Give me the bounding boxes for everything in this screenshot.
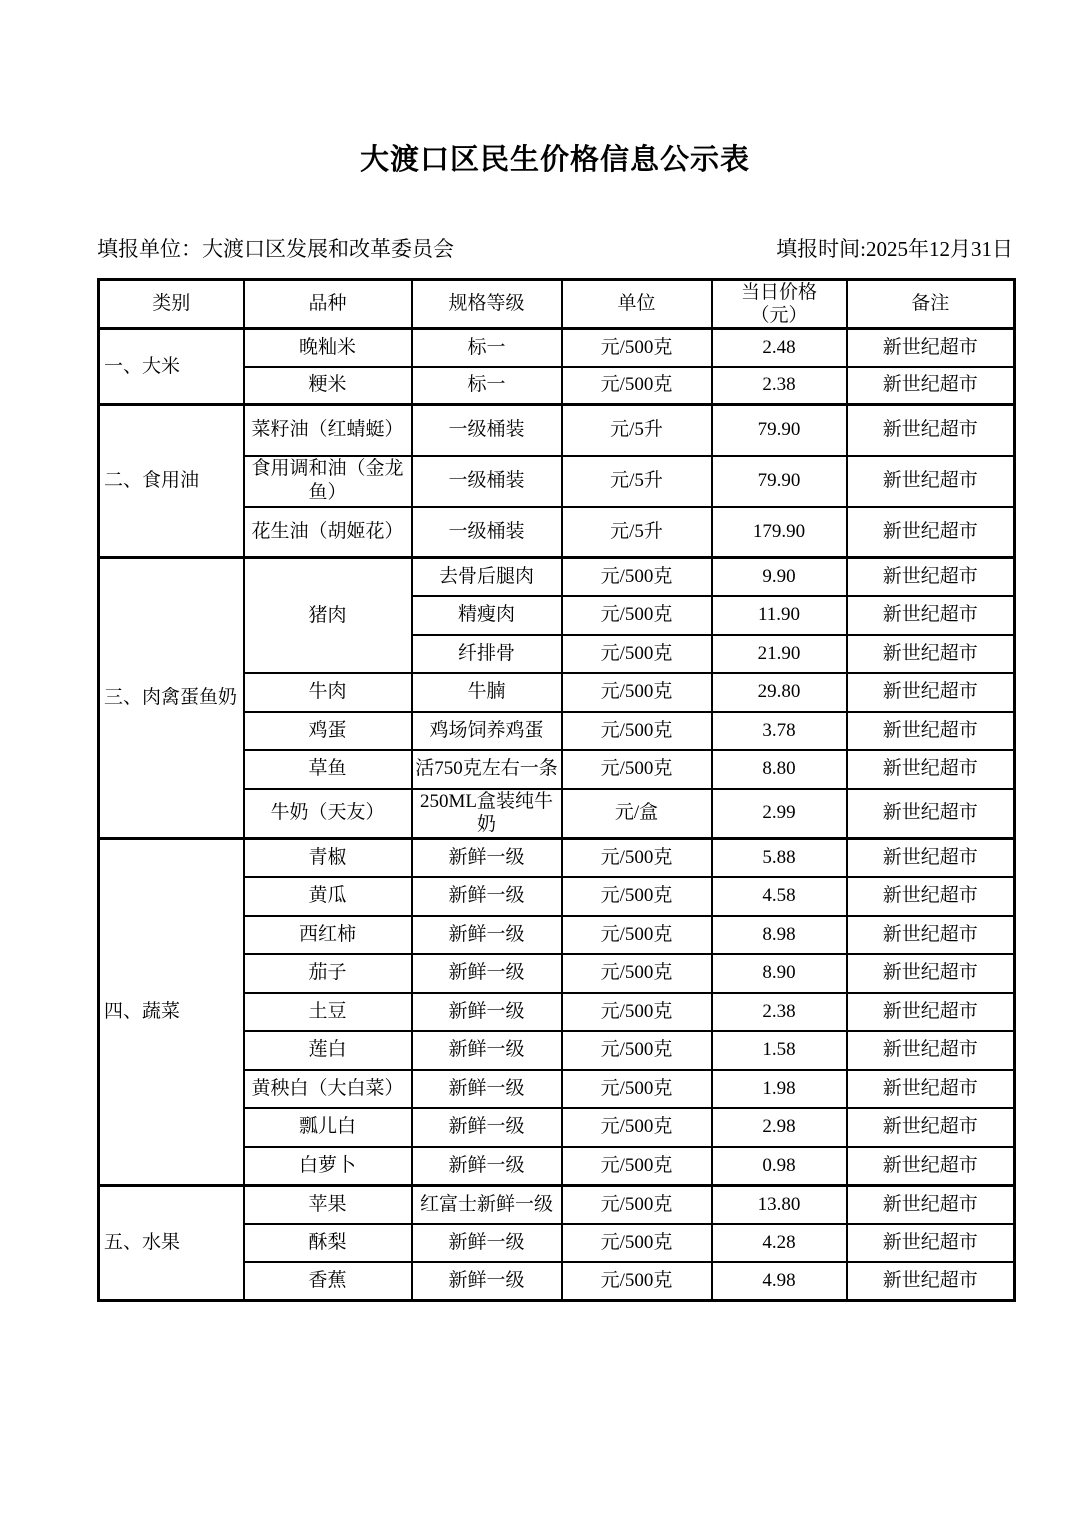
cell-price: 8.98 bbox=[712, 916, 847, 955]
cell-spec: 一级桶装 bbox=[412, 456, 562, 507]
cell-unit: 元/500克 bbox=[562, 596, 712, 635]
cell-remark: 新世纪超市 bbox=[847, 750, 1015, 789]
cell-remark: 新世纪超市 bbox=[847, 1108, 1015, 1147]
cell-spec: 新鲜一级 bbox=[412, 877, 562, 916]
cell-price: 79.90 bbox=[712, 456, 847, 507]
cell-price: 21.90 bbox=[712, 635, 847, 674]
cell-unit: 元/500克 bbox=[562, 1224, 712, 1263]
cell-unit: 元/500克 bbox=[562, 1262, 712, 1301]
cell-price: 4.98 bbox=[712, 1262, 847, 1301]
cell-spec: 新鲜一级 bbox=[412, 916, 562, 955]
table-row bbox=[99, 839, 1015, 878]
cell-unit: 元/500克 bbox=[562, 712, 712, 751]
cell-spec: 标一 bbox=[412, 367, 562, 405]
col-header-price bbox=[712, 280, 847, 329]
cell-variety: 莲白 bbox=[244, 1031, 412, 1070]
cell-unit: 元/5升 bbox=[562, 456, 712, 507]
cell-price: 13.80 bbox=[712, 1185, 847, 1224]
cell-spec: 去骨后腿肉 bbox=[412, 558, 562, 597]
cell-variety: 鸡蛋 bbox=[244, 712, 412, 751]
cell-spec: 牛腩 bbox=[412, 673, 562, 712]
cell-category: 五、水果 bbox=[99, 1185, 244, 1301]
cell-spec: 纤排骨 bbox=[412, 635, 562, 674]
report-meta bbox=[97, 235, 1013, 263]
cell-variety: 黄瓜 bbox=[244, 877, 412, 916]
cell-category: 一、大米 bbox=[99, 329, 244, 405]
cell-remark: 新世纪超市 bbox=[847, 877, 1015, 916]
cell-spec: 一级桶装 bbox=[412, 507, 562, 558]
cell-remark: 新世纪超市 bbox=[847, 789, 1015, 839]
table-row bbox=[99, 1185, 1015, 1224]
cell-remark: 新世纪超市 bbox=[847, 596, 1015, 635]
cell-spec: 新鲜一级 bbox=[412, 839, 562, 878]
cell-variety: 茄子 bbox=[244, 954, 412, 993]
cell-price: 2.48 bbox=[712, 329, 847, 367]
col-header-spec: 规格等级 bbox=[412, 280, 562, 329]
cell-category: 四、蔬菜 bbox=[99, 839, 244, 1186]
cell-variety: 牛肉 bbox=[244, 673, 412, 712]
table-row bbox=[99, 329, 1015, 367]
cell-price: 4.58 bbox=[712, 877, 847, 916]
cell-remark: 新世纪超市 bbox=[847, 635, 1015, 674]
cell-unit: 元/500克 bbox=[562, 1070, 712, 1109]
col-header-price-line1: 当日价格 bbox=[740, 282, 817, 303]
col-header-remark: 备注 bbox=[847, 280, 1015, 329]
report-unit: 填报单位：大渡口区发展和改革委员会 bbox=[97, 237, 454, 261]
cell-spec: 活750克左右一条 bbox=[412, 750, 562, 789]
cell-price: 29.80 bbox=[712, 673, 847, 712]
cell-variety: 草鱼 bbox=[244, 750, 412, 789]
cell-variety: 花生油（胡姬花） bbox=[244, 507, 412, 558]
cell-price: 3.78 bbox=[712, 712, 847, 751]
cell-price: 2.38 bbox=[712, 367, 847, 405]
cell-unit: 元/500克 bbox=[562, 673, 712, 712]
cell-price: 4.28 bbox=[712, 1224, 847, 1263]
cell-spec: 精瘦肉 bbox=[412, 596, 562, 635]
cell-price: 179.90 bbox=[712, 507, 847, 558]
cell-spec: 新鲜一级 bbox=[412, 1031, 562, 1070]
cell-variety: 苹果 bbox=[244, 1185, 412, 1224]
cell-unit: 元/500克 bbox=[562, 750, 712, 789]
cell-unit: 元/500克 bbox=[562, 558, 712, 597]
cell-remark: 新世纪超市 bbox=[847, 839, 1015, 878]
price-table bbox=[97, 278, 1016, 1302]
cell-remark: 新世纪超市 bbox=[847, 1031, 1015, 1070]
cell-price: 79.90 bbox=[712, 405, 847, 456]
cell-spec: 新鲜一级 bbox=[412, 993, 562, 1032]
cell-variety: 牛奶（天友） bbox=[244, 789, 412, 839]
table-row bbox=[99, 405, 1015, 456]
cell-remark: 新世纪超市 bbox=[847, 954, 1015, 993]
cell-spec: 红富士新鲜一级 bbox=[412, 1185, 562, 1224]
cell-price: 11.90 bbox=[712, 596, 847, 635]
cell-price: 9.90 bbox=[712, 558, 847, 597]
col-header-unit: 单位 bbox=[562, 280, 712, 329]
cell-variety: 酥梨 bbox=[244, 1224, 412, 1263]
cell-spec: 鸡场饲养鸡蛋 bbox=[412, 712, 562, 751]
cell-spec: 新鲜一级 bbox=[412, 1224, 562, 1263]
cell-unit: 元/500克 bbox=[562, 839, 712, 878]
cell-remark: 新世纪超市 bbox=[847, 456, 1015, 507]
cell-variety: 菜籽油（红蜻蜓） bbox=[244, 405, 412, 456]
cell-remark: 新世纪超市 bbox=[847, 673, 1015, 712]
cell-price: 2.98 bbox=[712, 1108, 847, 1147]
cell-spec: 新鲜一级 bbox=[412, 1108, 562, 1147]
col-header-category: 类别 bbox=[99, 280, 244, 329]
cell-price: 1.98 bbox=[712, 1070, 847, 1109]
table-header-row bbox=[99, 280, 1015, 329]
cell-unit: 元/500克 bbox=[562, 877, 712, 916]
cell-remark: 新世纪超市 bbox=[847, 405, 1015, 456]
cell-remark: 新世纪超市 bbox=[847, 712, 1015, 751]
cell-spec: 新鲜一级 bbox=[412, 954, 562, 993]
cell-category: 二、食用油 bbox=[99, 405, 244, 558]
cell-price: 8.80 bbox=[712, 750, 847, 789]
cell-remark: 新世纪超市 bbox=[847, 993, 1015, 1032]
cell-spec: 新鲜一级 bbox=[412, 1262, 562, 1301]
cell-variety: 晚籼米 bbox=[244, 329, 412, 367]
cell-unit: 元/500克 bbox=[562, 1147, 712, 1186]
cell-price: 0.98 bbox=[712, 1147, 847, 1186]
col-header-variety: 品种 bbox=[244, 280, 412, 329]
cell-price: 5.88 bbox=[712, 839, 847, 878]
cell-remark: 新世纪超市 bbox=[847, 1262, 1015, 1301]
col-header-price-line2: （元） bbox=[750, 305, 808, 326]
cell-unit: 元/500克 bbox=[562, 1108, 712, 1147]
cell-variety: 猪肉 bbox=[244, 558, 412, 674]
cell-price: 8.90 bbox=[712, 954, 847, 993]
cell-remark: 新世纪超市 bbox=[847, 916, 1015, 955]
cell-unit: 元/盒 bbox=[562, 789, 712, 839]
cell-spec: 一级桶装 bbox=[412, 405, 562, 456]
cell-variety: 瓢儿白 bbox=[244, 1108, 412, 1147]
cell-price: 2.99 bbox=[712, 789, 847, 839]
cell-unit: 元/500克 bbox=[562, 635, 712, 674]
cell-remark: 新世纪超市 bbox=[847, 1224, 1015, 1263]
cell-variety: 食用调和油（金龙鱼） bbox=[244, 456, 412, 507]
cell-variety: 白萝卜 bbox=[244, 1147, 412, 1186]
cell-remark: 新世纪超市 bbox=[847, 1070, 1015, 1109]
cell-variety: 西红柿 bbox=[244, 916, 412, 955]
cell-variety: 香蕉 bbox=[244, 1262, 412, 1301]
cell-price: 1.58 bbox=[712, 1031, 847, 1070]
cell-unit: 元/500克 bbox=[562, 954, 712, 993]
cell-price: 2.38 bbox=[712, 993, 847, 1032]
cell-spec: 新鲜一级 bbox=[412, 1070, 562, 1109]
cell-unit: 元/500克 bbox=[562, 329, 712, 367]
cell-remark: 新世纪超市 bbox=[847, 367, 1015, 405]
cell-spec: 新鲜一级 bbox=[412, 1147, 562, 1186]
cell-unit: 元/5升 bbox=[562, 405, 712, 456]
cell-variety: 青椒 bbox=[244, 839, 412, 878]
cell-remark: 新世纪超市 bbox=[847, 329, 1015, 367]
cell-remark: 新世纪超市 bbox=[847, 507, 1015, 558]
cell-remark: 新世纪超市 bbox=[847, 1147, 1015, 1186]
cell-remark: 新世纪超市 bbox=[847, 558, 1015, 597]
cell-variety: 土豆 bbox=[244, 993, 412, 1032]
cell-variety: 粳米 bbox=[244, 367, 412, 405]
cell-variety: 黄秧白（大白菜） bbox=[244, 1070, 412, 1109]
cell-unit: 元/500克 bbox=[562, 1185, 712, 1224]
cell-spec: 标一 bbox=[412, 329, 562, 367]
cell-remark: 新世纪超市 bbox=[847, 1185, 1015, 1224]
cell-spec: 250ML盒装纯牛奶 bbox=[412, 789, 562, 839]
page-title: 大渡口区民生价格信息公示表 bbox=[359, 144, 750, 176]
cell-category: 三、肉禽蛋鱼奶 bbox=[99, 558, 244, 839]
cell-unit: 元/500克 bbox=[562, 367, 712, 405]
cell-unit: 元/500克 bbox=[562, 916, 712, 955]
table-row bbox=[99, 558, 1015, 597]
cell-unit: 元/500克 bbox=[562, 993, 712, 1032]
document-content bbox=[97, 0, 1013, 1302]
cell-unit: 元/500克 bbox=[562, 1031, 712, 1070]
report-time: 填报时间:2025年12月31日 bbox=[776, 237, 1013, 261]
cell-unit: 元/5升 bbox=[562, 507, 712, 558]
